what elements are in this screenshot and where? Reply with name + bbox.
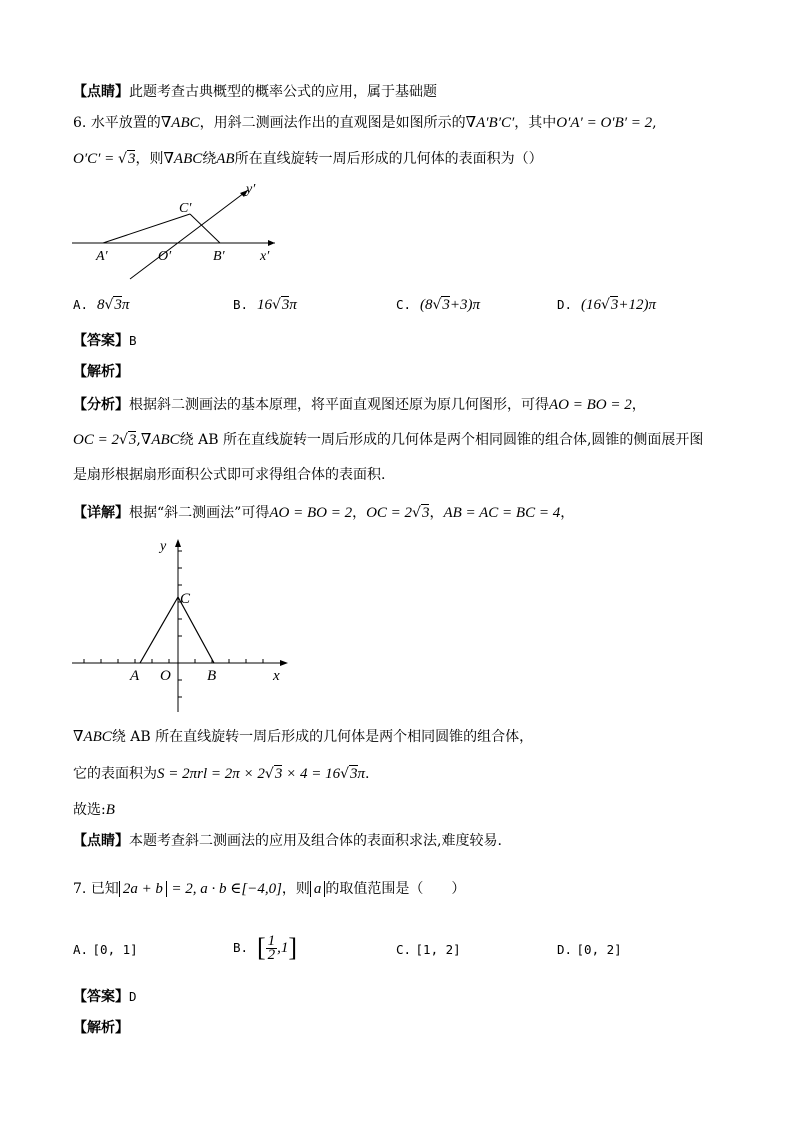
- fraction: [266, 932, 278, 963]
- tag-xiangjie: 【详解】: [73, 505, 129, 521]
- q6-math: 3: [127, 151, 136, 167]
- option-math: π: [121, 297, 130, 313]
- q6-jiexi-line: [73, 362, 129, 382]
- option-math: π: [289, 297, 297, 313]
- res-text: .: [365, 766, 370, 782]
- tag-fenxi: 【分析】: [73, 397, 129, 413]
- q7-math: [−4,0]: [241, 881, 282, 897]
- q6-text: ，则: [135, 151, 164, 167]
- guxuan-value: B: [105, 802, 115, 818]
- summary-line-1: [73, 82, 437, 102]
- option-math: (16: [580, 297, 601, 313]
- res-math: 3: [350, 766, 358, 782]
- option-math: +3)π: [449, 297, 481, 313]
- label-o: O′: [158, 249, 172, 264]
- dianjing-text: 本题考查斜二测画法的应用及组合体的表面积求法,难度较易.: [129, 833, 502, 849]
- option-math: 16: [256, 297, 272, 313]
- segment-ac: [103, 214, 190, 243]
- xj-math: OC = 2: [366, 505, 413, 521]
- label-a: A′: [96, 249, 108, 264]
- q6-answer-line: [73, 331, 137, 351]
- q6-option-b: [233, 295, 297, 315]
- fenxi-text: 是扇形根据扇形面积公式即可求得组合体的表面积.: [73, 467, 386, 483]
- sqrt-sign: √: [412, 505, 421, 521]
- fenxi-text: ，: [631, 397, 646, 413]
- fenxi-math: OC = 2: [73, 432, 119, 448]
- option-math: 3: [114, 297, 122, 313]
- sqrt-sign: √: [104, 297, 114, 313]
- xj-text: ，: [352, 505, 367, 521]
- tag-dianjing: 【点睛】: [73, 84, 129, 100]
- res-text: 它的表面积为: [73, 766, 157, 782]
- label-c: C′: [179, 201, 192, 216]
- sqrt-sign: √: [118, 151, 127, 167]
- q6-text: 绕: [202, 151, 217, 167]
- q6-line-1: [73, 113, 657, 133]
- fraction-den: 2: [267, 946, 276, 963]
- fenxi-math: AO = BO = 2: [549, 397, 632, 413]
- sqrt-sign: √: [432, 297, 442, 313]
- xj-text: ，: [560, 505, 575, 521]
- y-axis-arrow: [175, 539, 181, 547]
- q6-answer: B: [129, 333, 137, 348]
- q6-text: ，用斜二测画法作出的直观图是如图所示的: [199, 115, 466, 131]
- option-label: C.: [396, 297, 412, 312]
- sqrt-sign: √: [340, 766, 349, 782]
- option-label: A.: [73, 297, 89, 312]
- q7-text: 的取值范围是（ ）: [325, 881, 466, 897]
- q6-option-d: [557, 295, 656, 315]
- q7-answer: D: [129, 989, 137, 1004]
- figure-oblique-triangle: [70, 176, 290, 284]
- label-x: x: [273, 668, 280, 684]
- q7-line-1: [73, 876, 465, 902]
- xj-math: AO = BO = 2: [269, 505, 353, 521]
- q6-text: ，其中: [514, 115, 557, 131]
- xj-math: AB = AC = BC = 4: [443, 505, 561, 521]
- option-value: [0, 2]: [576, 942, 622, 957]
- q6-option-a: [73, 295, 129, 315]
- fenxi-text: 绕 AB 所在直线旋转一周后形成的几何体是两个相同圆锥的组合体,圆锥的侧面展开图: [179, 432, 704, 448]
- q6-math: AB: [216, 151, 235, 167]
- q7-abs-vector: a: [310, 881, 326, 897]
- tag-jiexi: 【解析】: [73, 1020, 129, 1036]
- figure-original-triangle: [68, 534, 298, 716]
- segment-ac: [140, 597, 178, 663]
- label-y: y′: [246, 182, 256, 197]
- option-label: A.: [73, 942, 89, 957]
- xj-text: 根据“斜二测画法”可得: [129, 505, 270, 521]
- fenxi-math: 3: [128, 432, 137, 448]
- res-math: π: [357, 766, 366, 782]
- q7-text: ，则: [281, 881, 310, 897]
- q7-text: 已知: [90, 881, 119, 897]
- option-math: 3: [442, 297, 450, 313]
- q7-math: = 2, a · b ∈: [171, 881, 242, 897]
- q6-xiangjie-line: [73, 503, 574, 523]
- xj-text: ，: [429, 505, 444, 521]
- option-label: D.: [557, 942, 573, 957]
- label-b: B′: [213, 249, 225, 264]
- option-math: 8: [96, 297, 105, 313]
- label-a: A: [130, 668, 140, 684]
- q7-answer-line: [73, 987, 137, 1007]
- option-value: [1, 2]: [415, 942, 461, 957]
- res-math: × 4 = 16: [282, 766, 341, 782]
- q6-math: O′A′ = O′B′ = 2: [556, 115, 653, 131]
- option-label: D.: [557, 297, 573, 312]
- q6-number: 6.: [73, 115, 87, 131]
- segment-cb: [190, 214, 220, 243]
- q7-number: 7.: [73, 881, 87, 897]
- q7-option-c: [396, 940, 461, 960]
- label-c: C: [180, 591, 191, 607]
- q7-option-d: [557, 940, 622, 960]
- sqrt-sign: √: [118, 432, 128, 448]
- option-value: [0, 1]: [92, 942, 138, 957]
- sqrt-sign: √: [271, 297, 281, 313]
- q6-fenxi-line-2: OC = 2√3,∇ABC绕 AB 所在直线旋转一周后形成的几何体是两个相同圆锥的组合体,圆锥的侧面展开图: [73, 432, 704, 448]
- sqrt-sign: √: [264, 766, 274, 782]
- option-math: 3: [610, 297, 619, 313]
- x-ticks: [84, 659, 263, 663]
- q6-math: ∇ABC: [163, 151, 203, 167]
- option-label: B.: [233, 297, 249, 312]
- label-x: x′: [260, 249, 270, 264]
- x-axis-arrow: [268, 240, 275, 246]
- q6-math: O′C′ =: [73, 151, 119, 167]
- summary-text: 此题考查古典概型的概率公式的应用，属于基础题: [129, 84, 437, 100]
- q6-fenxi-line-1: [73, 395, 646, 415]
- q7-abs-vector: 2a + b: [119, 881, 167, 897]
- q6-line-2: [73, 149, 543, 169]
- option-label: C.: [396, 942, 412, 957]
- option-value: ,1: [277, 940, 289, 956]
- q6-dianjing-line: [73, 831, 502, 851]
- xj-math: 3: [421, 505, 430, 521]
- option-math: +12)π: [618, 297, 657, 313]
- tag-jiexi: 【解析】: [73, 364, 129, 380]
- option-math: 3: [281, 297, 290, 313]
- q6-result-line-2: [73, 764, 369, 784]
- q6-fenxi-line-3: [73, 465, 385, 485]
- bracket-right: ]: [288, 933, 298, 962]
- fraction-num: 1: [267, 932, 276, 949]
- tag-dianjing: 【点睛】: [73, 833, 129, 849]
- q7-jiexi-line: [73, 1018, 129, 1038]
- q6-result-line-1: [73, 727, 533, 747]
- label-y: y: [160, 539, 167, 554]
- res-text: 绕 AB 所在直线旋转一周后形成的几何体是两个相同圆锥的组合体，: [111, 729, 534, 745]
- option-label: B.: [233, 940, 249, 955]
- q6-text: 所在直线旋转一周后形成的几何体的表面积为（）: [234, 151, 543, 167]
- y-ticks: [178, 551, 182, 697]
- res-math: 3: [274, 766, 283, 782]
- label-o: O: [160, 668, 171, 684]
- sqrt-sign: √: [600, 297, 610, 313]
- bracket-left: [: [256, 933, 266, 962]
- fenxi-math: ∇ABC: [140, 432, 180, 448]
- option-math: (8: [419, 297, 433, 313]
- q6-text: ,: [652, 115, 657, 131]
- q6-text: 水平放置的: [90, 115, 161, 131]
- q6-guxuan-line: [73, 800, 115, 820]
- guxuan-text: 故选:: [73, 802, 106, 818]
- res-math: S = 2πrl = 2π × 2: [157, 766, 265, 782]
- q7-option-b: [233, 926, 297, 970]
- fenxi-text: 根据斜二测画法的基本原理，将平面直观图还原为原几何图形，可得: [129, 397, 549, 413]
- label-b: B: [207, 668, 217, 684]
- q6-option-c: [396, 295, 480, 315]
- res-math: ∇ABC: [73, 729, 112, 745]
- q6-math: ∇ABC: [160, 115, 200, 131]
- x-axis-arrow: [280, 660, 288, 666]
- tag-daan: 【答案】: [73, 333, 129, 349]
- tag-daan: 【答案】: [73, 989, 129, 1005]
- q6-math: ∇A′B′C′: [465, 115, 515, 131]
- q7-option-a: [73, 940, 138, 960]
